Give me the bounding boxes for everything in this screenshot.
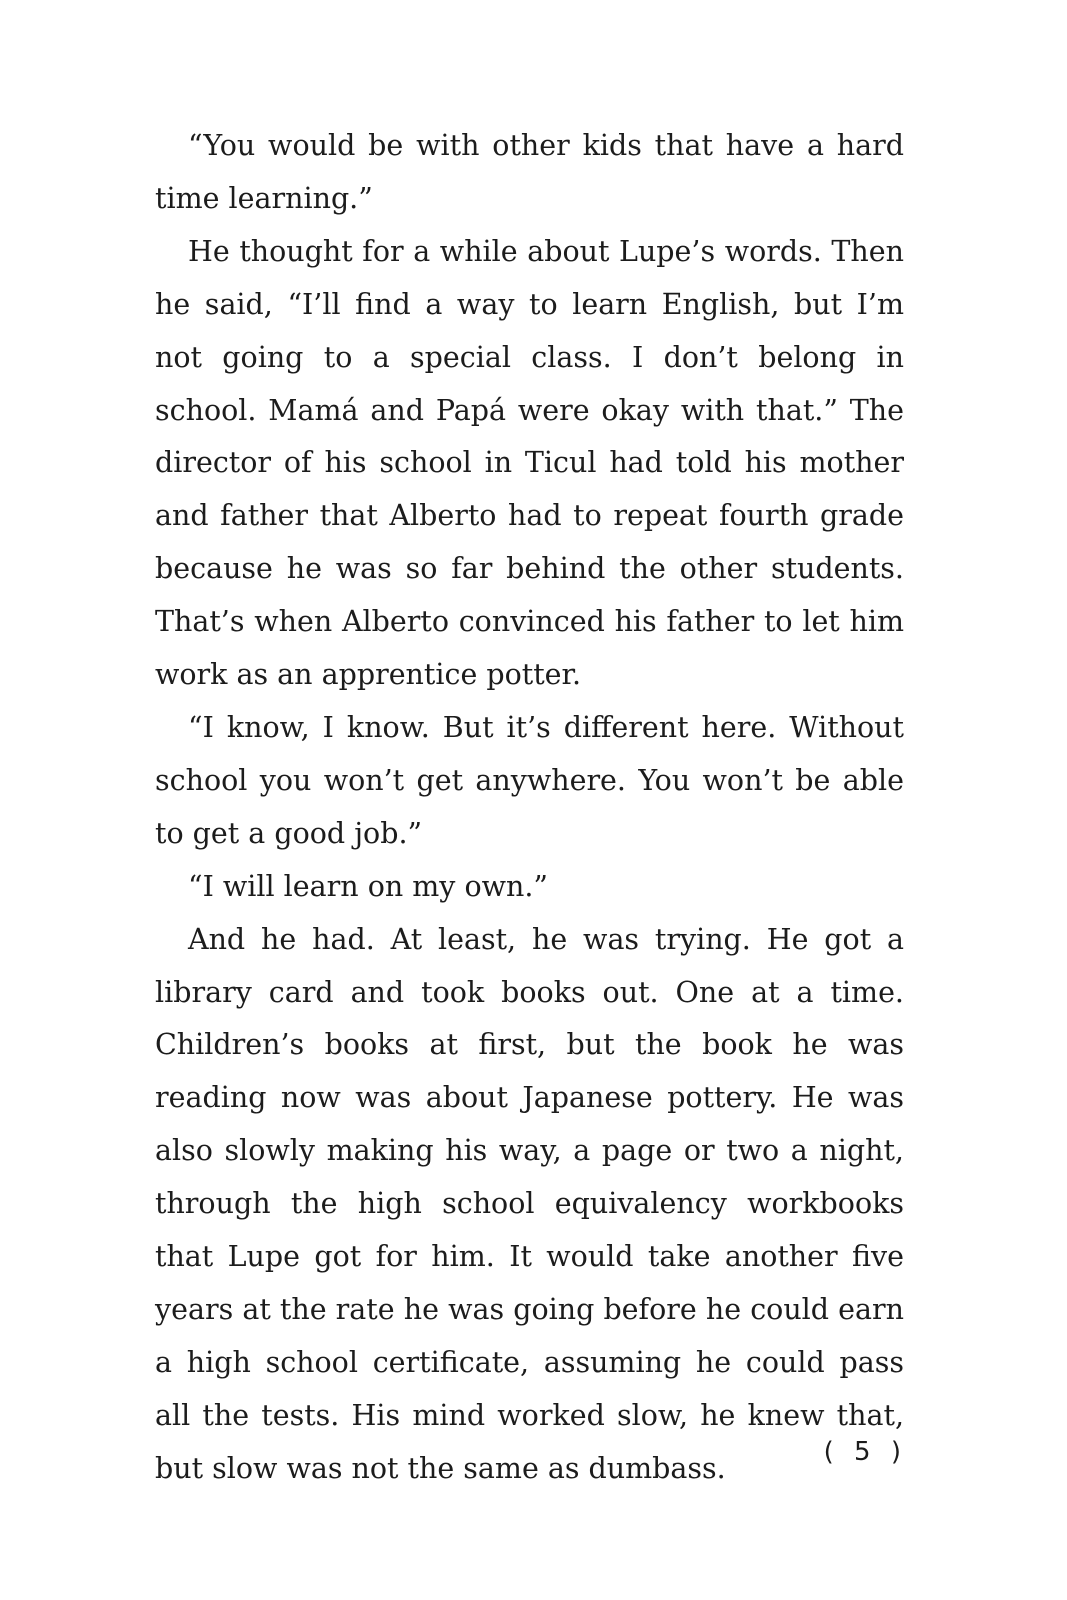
- paragraph-5: And he had. At least, he was trying. He got a library card and took books out. One at a time. Children’s books at first, but the book he was reading now was about Japanese pottery. He was also slowly making his way, a page or two a night, through the high school equivalency workbooks that Lupe got for him. It would take another five years at the rate he was going before he could earn a high school certificate, assuming he could pass all the tests. His mind worked slow, he knew that, but slow was not the same as dumbass.: [155, 922, 904, 1485]
- paragraph-3: “I know, I know. But it’s different here. Without school you won’t get anywhere. You won’t be able to get a good job.”: [155, 710, 904, 850]
- paragraph-1: “You would be with other kids that have a hard time learning.”: [155, 129, 904, 215]
- page-number: ( 5 ): [823, 1437, 907, 1467]
- body-text: [155, 120, 904, 1496]
- paragraph-2: He thought for a while about Lupe’s words. Then he said, “I’ll find a way to learn English, but I’m not going to a special class. I don’t belong in school. Mamá and Papá were okay with that.” The director of his school in Ticul had told his mother and father that Alberto had to repeat fourth grade because he was so far behind the other students. That’s when Alberto convinced his father to let him work as an apprentice potter.: [155, 234, 904, 692]
- paragraph-4: “I will learn on my own.”: [188, 869, 548, 903]
